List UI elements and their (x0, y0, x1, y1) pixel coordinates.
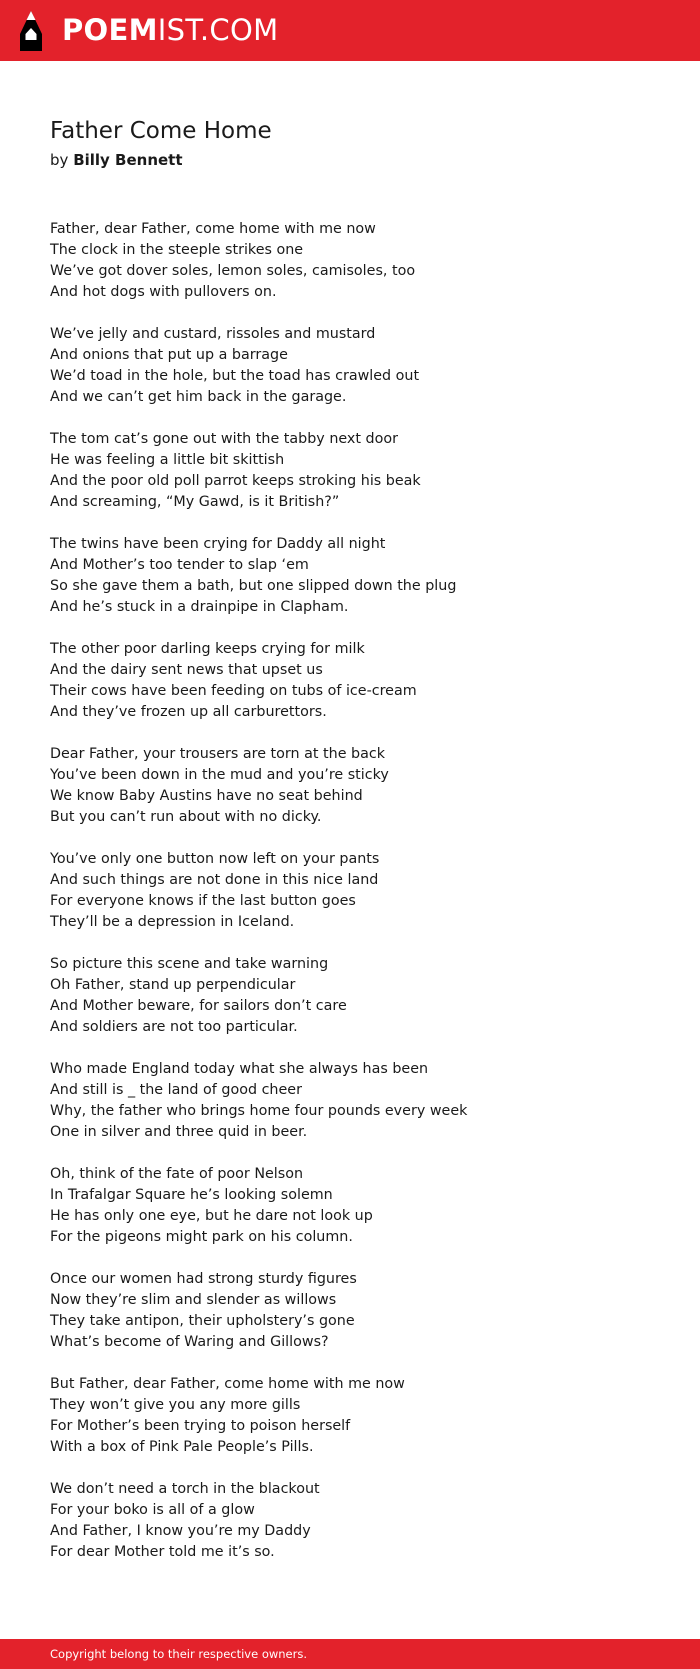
poem-line: But you can’t run about with no dicky. (50, 809, 322, 825)
poem-line: What’s become of Waring and Gillows? (50, 1334, 329, 1350)
poem-line: And Father, I know you’re my Daddy (50, 1523, 311, 1539)
logo-text-light: IST.COM (157, 13, 279, 47)
poem-line: Now they’re slim and slender as willows (50, 1292, 337, 1308)
poem-line: In Trafalgar Square he’s looking solemn (50, 1187, 333, 1203)
poem-line: And such things are not done in this nice land (50, 872, 379, 888)
poem-line: You’ve only one button now left on your pants (50, 851, 380, 867)
poem-line: For dear Mother told me it’s so. (50, 1544, 275, 1560)
poem-line: They take antipon, their upholstery’s gone (50, 1313, 355, 1329)
poem-line: You’ve been down in the mud and you’re sticky (50, 767, 389, 783)
poem-line: We don’t need a torch in the blackout (50, 1481, 320, 1497)
poem-line: So picture this scene and take warning (50, 956, 329, 972)
poem-line: They won’t give you any more gills (50, 1397, 301, 1413)
poem-line: For Mother’s been trying to poison herself (50, 1418, 351, 1434)
poem-line: The other poor darling keeps crying for milk (50, 641, 365, 657)
by-label: by (50, 151, 69, 169)
poem-line: And they’ve frozen up all carburettors. (50, 704, 327, 720)
site-logo[interactable] (62, 13, 278, 47)
poem-line: With a box of Pink Pale People’s Pills. (50, 1439, 314, 1455)
poem-line: And he’s stuck in a drainpipe in Clapham. (50, 599, 349, 615)
poem-line: And hot dogs with pullovers on. (50, 284, 277, 300)
byline (50, 149, 650, 171)
poem-body (50, 219, 660, 1584)
stanza (50, 1374, 660, 1458)
poem-line: Oh, think of the fate of poor Nelson (50, 1166, 304, 1182)
stanza (50, 1164, 660, 1248)
poem-line: We’d toad in the hole, but the toad has crawled out (50, 368, 420, 384)
stanza (50, 219, 660, 303)
poem-line: The clock in the steeple strikes one (50, 242, 304, 258)
stanza (50, 849, 660, 933)
stanza (50, 1059, 660, 1143)
poem-line: And still is _ the land of good cheer (50, 1082, 302, 1098)
stanza (50, 429, 660, 513)
site-footer (0, 1639, 700, 1669)
poem-line: We’ve jelly and custard, rissoles and mustard (50, 326, 376, 342)
poem-line: For everyone knows if the last button goes (50, 893, 356, 909)
poem-line: We’ve got dover soles, lemon soles, camisoles, too (50, 263, 416, 279)
poem-line: Oh Father, stand up perpendicular (50, 977, 296, 993)
poem-line: The tom cat’s gone out with the tabby next door (50, 431, 398, 447)
stanza (50, 1269, 660, 1353)
poem-line: And the dairy sent news that upset us (50, 662, 323, 678)
stanza (50, 639, 660, 723)
poem-line: And Mother beware, for sailors don’t care (50, 998, 347, 1014)
poem-line: One in silver and three quid in beer. (50, 1124, 308, 1140)
poem-line: Father, dear Father, come home with me now (50, 221, 376, 237)
site-header (0, 0, 700, 61)
poem-line: And screaming, “My Gawd, is it British?” (50, 494, 340, 510)
copyright-text: Copyright belong to their respective owners. (50, 1647, 308, 1661)
poem-line: Once our women had strong sturdy figures (50, 1271, 357, 1287)
poem-line: Their cows have been feeding on tubs of ice-cream (50, 683, 417, 699)
poem-line: He has only one eye, but he dare not look up (50, 1208, 373, 1224)
poem-heading (50, 115, 650, 171)
poem-line: The twins have been crying for Daddy all night (50, 536, 386, 552)
stanza (50, 1479, 660, 1563)
poem-line: Dear Father, your trousers are torn at the back (50, 746, 386, 762)
stanza (50, 324, 660, 408)
stanza (50, 954, 660, 1038)
poem-line: For the pigeons might park on his column. (50, 1229, 353, 1245)
poem-line: They’ll be a depression in Iceland. (50, 914, 295, 930)
poem-line: So she gave them a bath, but one slipped down the plug (50, 578, 457, 594)
pencil-logo-icon[interactable] (18, 10, 44, 52)
stanza (50, 744, 660, 828)
poem-line: Why, the father who brings home four pounds every week (50, 1103, 468, 1119)
poem-line: And soldiers are not too particular. (50, 1019, 298, 1035)
poem-line: And we can’t get him back in the garage. (50, 389, 347, 405)
poem-line: He was feeling a little bit skittish (50, 452, 285, 468)
poem-line: And onions that put up a barrage (50, 347, 288, 363)
poem-line: And the poor old poll parrot keeps stroking his beak (50, 473, 421, 489)
poem-line: Who made England today what she always has been (50, 1061, 429, 1077)
poem-line: And Mother’s too tender to slap ‘em (50, 557, 309, 573)
poem-line: We know Baby Austins have no seat behind (50, 788, 363, 804)
poem-title: Father Come Home (50, 118, 272, 144)
logo-text-bold: POEM (62, 13, 158, 47)
stanza (50, 534, 660, 618)
poem-line: For your boko is all of a glow (50, 1502, 255, 1518)
author-name: Billy Bennett (73, 151, 183, 169)
poem-line: But Father, dear Father, come home with me now (50, 1376, 405, 1392)
